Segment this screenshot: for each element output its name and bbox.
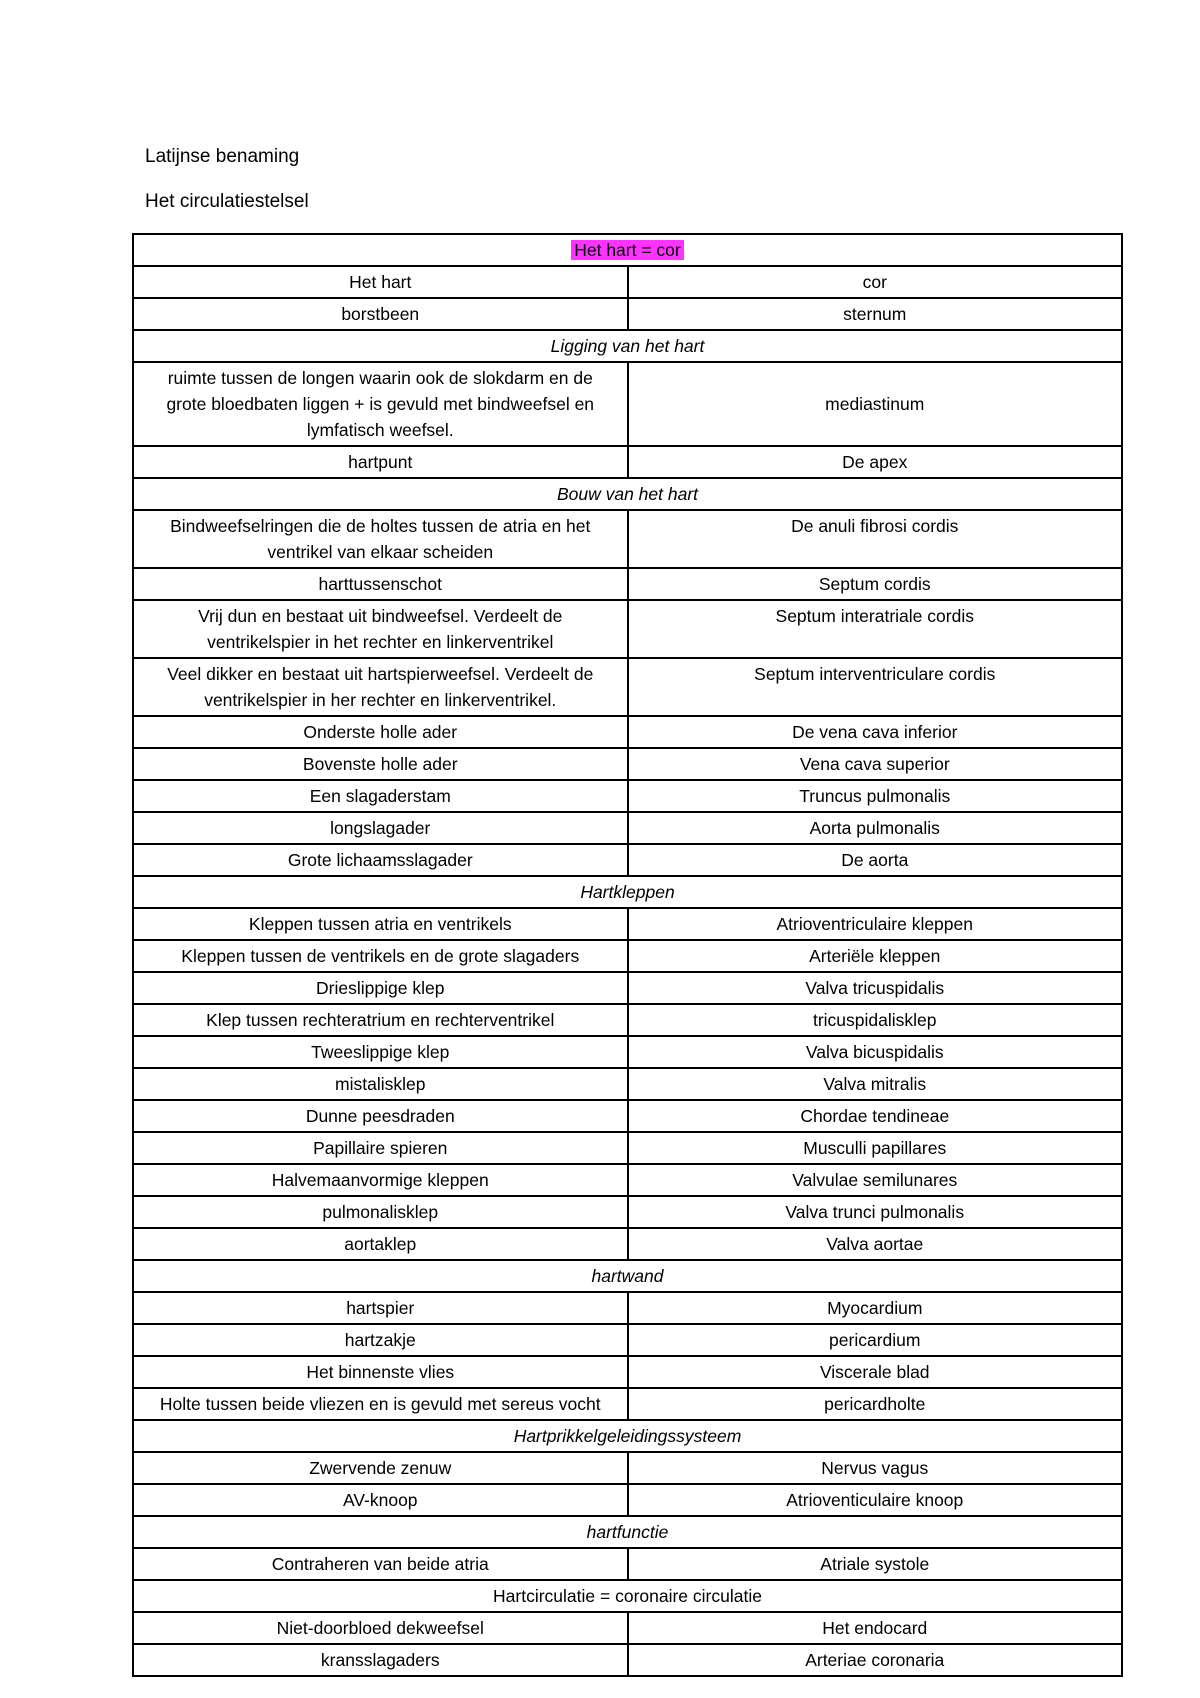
section-header: hartfunctie	[133, 1516, 1122, 1548]
dutch-term: Bindweefselringen die de holtes tussen de atria en het ventrikel van elkaar scheiden	[133, 510, 628, 568]
section-header: hartwand	[133, 1260, 1122, 1292]
table-row	[133, 1100, 1122, 1132]
table-row	[133, 812, 1122, 844]
dutch-term: harttussenschot	[133, 568, 628, 600]
dutch-term: aortaklep	[133, 1228, 628, 1260]
section-row	[133, 1580, 1122, 1612]
table-row	[133, 1004, 1122, 1036]
latin-term: Septum cordis	[628, 568, 1123, 600]
dutch-term: pulmonalisklep	[133, 1196, 628, 1228]
dutch-term: hartspier	[133, 1292, 628, 1324]
latin-term: Viscerale blad	[628, 1356, 1123, 1388]
table-row	[133, 780, 1122, 812]
section-row	[133, 876, 1122, 908]
section-header: Ligging van het hart	[133, 330, 1122, 362]
latin-term: Aorta pulmonalis	[628, 812, 1123, 844]
table-row	[133, 510, 1122, 568]
table-row	[133, 1292, 1122, 1324]
dutch-term: Het hart	[133, 266, 628, 298]
latin-term: pericardium	[628, 1324, 1123, 1356]
dutch-term: Veel dikker en bestaat uit hartspierweefsel. Verdeelt de ventrikelspier in her rechter en linkerventrikel.	[133, 658, 628, 716]
latin-term: De vena cava inferior	[628, 716, 1123, 748]
latin-term: De anuli fibrosi cordis	[628, 510, 1123, 568]
section-header: Hartprikkelgeleidingssysteem	[133, 1420, 1122, 1452]
dutch-term: longslagader	[133, 812, 628, 844]
dutch-term: Dunne peesdraden	[133, 1100, 628, 1132]
dutch-term: Bovenste holle ader	[133, 748, 628, 780]
dutch-term: kransslagaders	[133, 1644, 628, 1676]
latin-term: De aorta	[628, 844, 1123, 876]
latin-term: Valva aortae	[628, 1228, 1123, 1260]
dutch-term: Drieslippige klep	[133, 972, 628, 1004]
table-row	[133, 844, 1122, 876]
table-row	[133, 1356, 1122, 1388]
dutch-term: Zwervende zenuw	[133, 1452, 628, 1484]
dutch-term: hartzakje	[133, 1324, 628, 1356]
latin-term: Septum interventriculare cordis	[628, 658, 1123, 716]
section-row	[133, 478, 1122, 510]
table-row	[133, 600, 1122, 658]
terminology-table	[132, 233, 1123, 1677]
latin-term: Valvulae semilunares	[628, 1164, 1123, 1196]
dutch-term: borstbeen	[133, 298, 628, 330]
latin-term: De apex	[628, 446, 1123, 478]
latin-term: Arteriële kleppen	[628, 940, 1123, 972]
table-row	[133, 266, 1122, 298]
dutch-term: Kleppen tussen atria en ventrikels	[133, 908, 628, 940]
table-row	[133, 446, 1122, 478]
dutch-term: Papillaire spieren	[133, 1132, 628, 1164]
dutch-term: Klep tussen rechteratrium en rechterventrikel	[133, 1004, 628, 1036]
table-row	[133, 298, 1122, 330]
section-row	[133, 1420, 1122, 1452]
latin-term: Arteriae coronaria	[628, 1644, 1123, 1676]
dutch-term: Halvemaanvormige kleppen	[133, 1164, 628, 1196]
table-row	[133, 716, 1122, 748]
section-row	[133, 330, 1122, 362]
latin-term: Valva mitralis	[628, 1068, 1123, 1100]
table-row	[133, 1164, 1122, 1196]
table-row	[133, 1484, 1122, 1516]
table-row	[133, 1324, 1122, 1356]
latin-term: Nervus vagus	[628, 1452, 1123, 1484]
table-row	[133, 1228, 1122, 1260]
latin-term: Atriale systole	[628, 1548, 1123, 1580]
table-row	[133, 1388, 1122, 1420]
table-title-cell	[133, 234, 1122, 266]
dutch-term: Kleppen tussen de ventrikels en de grote slagaders	[133, 940, 628, 972]
table-row	[133, 1612, 1122, 1644]
latin-term: tricuspidalisklep	[628, 1004, 1123, 1036]
dutch-term: AV-knoop	[133, 1484, 628, 1516]
section-row	[133, 1516, 1122, 1548]
latin-term: Septum interatriale cordis	[628, 600, 1123, 658]
latin-term: Atrioventiculaire knoop	[628, 1484, 1123, 1516]
latin-term: Truncus pulmonalis	[628, 780, 1123, 812]
table-row	[133, 1548, 1122, 1580]
section-header: Hartkleppen	[133, 876, 1122, 908]
dutch-term: Tweeslippige klep	[133, 1036, 628, 1068]
latin-term: Atrioventriculaire kleppen	[628, 908, 1123, 940]
latin-term: Musculli papillares	[628, 1132, 1123, 1164]
latin-term: mediastinum	[628, 362, 1123, 446]
dutch-term: hartpunt	[133, 446, 628, 478]
table-row	[133, 1644, 1122, 1676]
latin-term: sternum	[628, 298, 1123, 330]
section-row	[133, 234, 1122, 266]
latin-term: Valva bicuspidalis	[628, 1036, 1123, 1068]
dutch-term: mistalisklep	[133, 1068, 628, 1100]
dutch-term: Contraheren van beide atria	[133, 1548, 628, 1580]
table-row	[133, 972, 1122, 1004]
dutch-term: Grote lichaamsslagader	[133, 844, 628, 876]
dutch-term: ruimte tussen de longen waarin ook de slokdarm en de grote bloedbaten liggen + is gevuld met bindweefsel en lymfatisch weefsel.	[133, 362, 628, 446]
table-row	[133, 940, 1122, 972]
dutch-term: Niet-doorbloed dekweefsel	[133, 1612, 628, 1644]
table-row	[133, 748, 1122, 780]
table-title: Het hart = cor	[571, 240, 684, 260]
dutch-term: Een slagaderstam	[133, 780, 628, 812]
table-row	[133, 362, 1122, 446]
section-header: Hartcirculatie = coronaire circulatie	[133, 1580, 1122, 1612]
table-row	[133, 908, 1122, 940]
dutch-term: Holte tussen beide vliezen en is gevuld met sereus vocht	[133, 1388, 628, 1420]
latin-term: Chordae tendineae	[628, 1100, 1123, 1132]
table-row	[133, 1452, 1122, 1484]
latin-term: cor	[628, 266, 1123, 298]
latin-term: Vena cava superior	[628, 748, 1123, 780]
document-heading: Latijnse benaming	[145, 146, 300, 167]
document-subheading: Het circulatiestelsel	[145, 191, 309, 212]
table-row	[133, 1132, 1122, 1164]
section-header: Bouw van het hart	[133, 478, 1122, 510]
dutch-term: Vrij dun en bestaat uit bindweefsel. Verdeelt de ventrikelspier in het rechter en linkerventrikel	[133, 600, 628, 658]
latin-term: Het endocard	[628, 1612, 1123, 1644]
table-row	[133, 1068, 1122, 1100]
dutch-term: Het binnenste vlies	[133, 1356, 628, 1388]
table-row	[133, 1036, 1122, 1068]
dutch-term: Onderste holle ader	[133, 716, 628, 748]
section-row	[133, 1260, 1122, 1292]
latin-term: pericardholte	[628, 1388, 1123, 1420]
latin-term: Valva trunci pulmonalis	[628, 1196, 1123, 1228]
latin-term: Valva tricuspidalis	[628, 972, 1123, 1004]
table-row	[133, 1196, 1122, 1228]
latin-term: Myocardium	[628, 1292, 1123, 1324]
table-row	[133, 658, 1122, 716]
table-row	[133, 568, 1122, 600]
